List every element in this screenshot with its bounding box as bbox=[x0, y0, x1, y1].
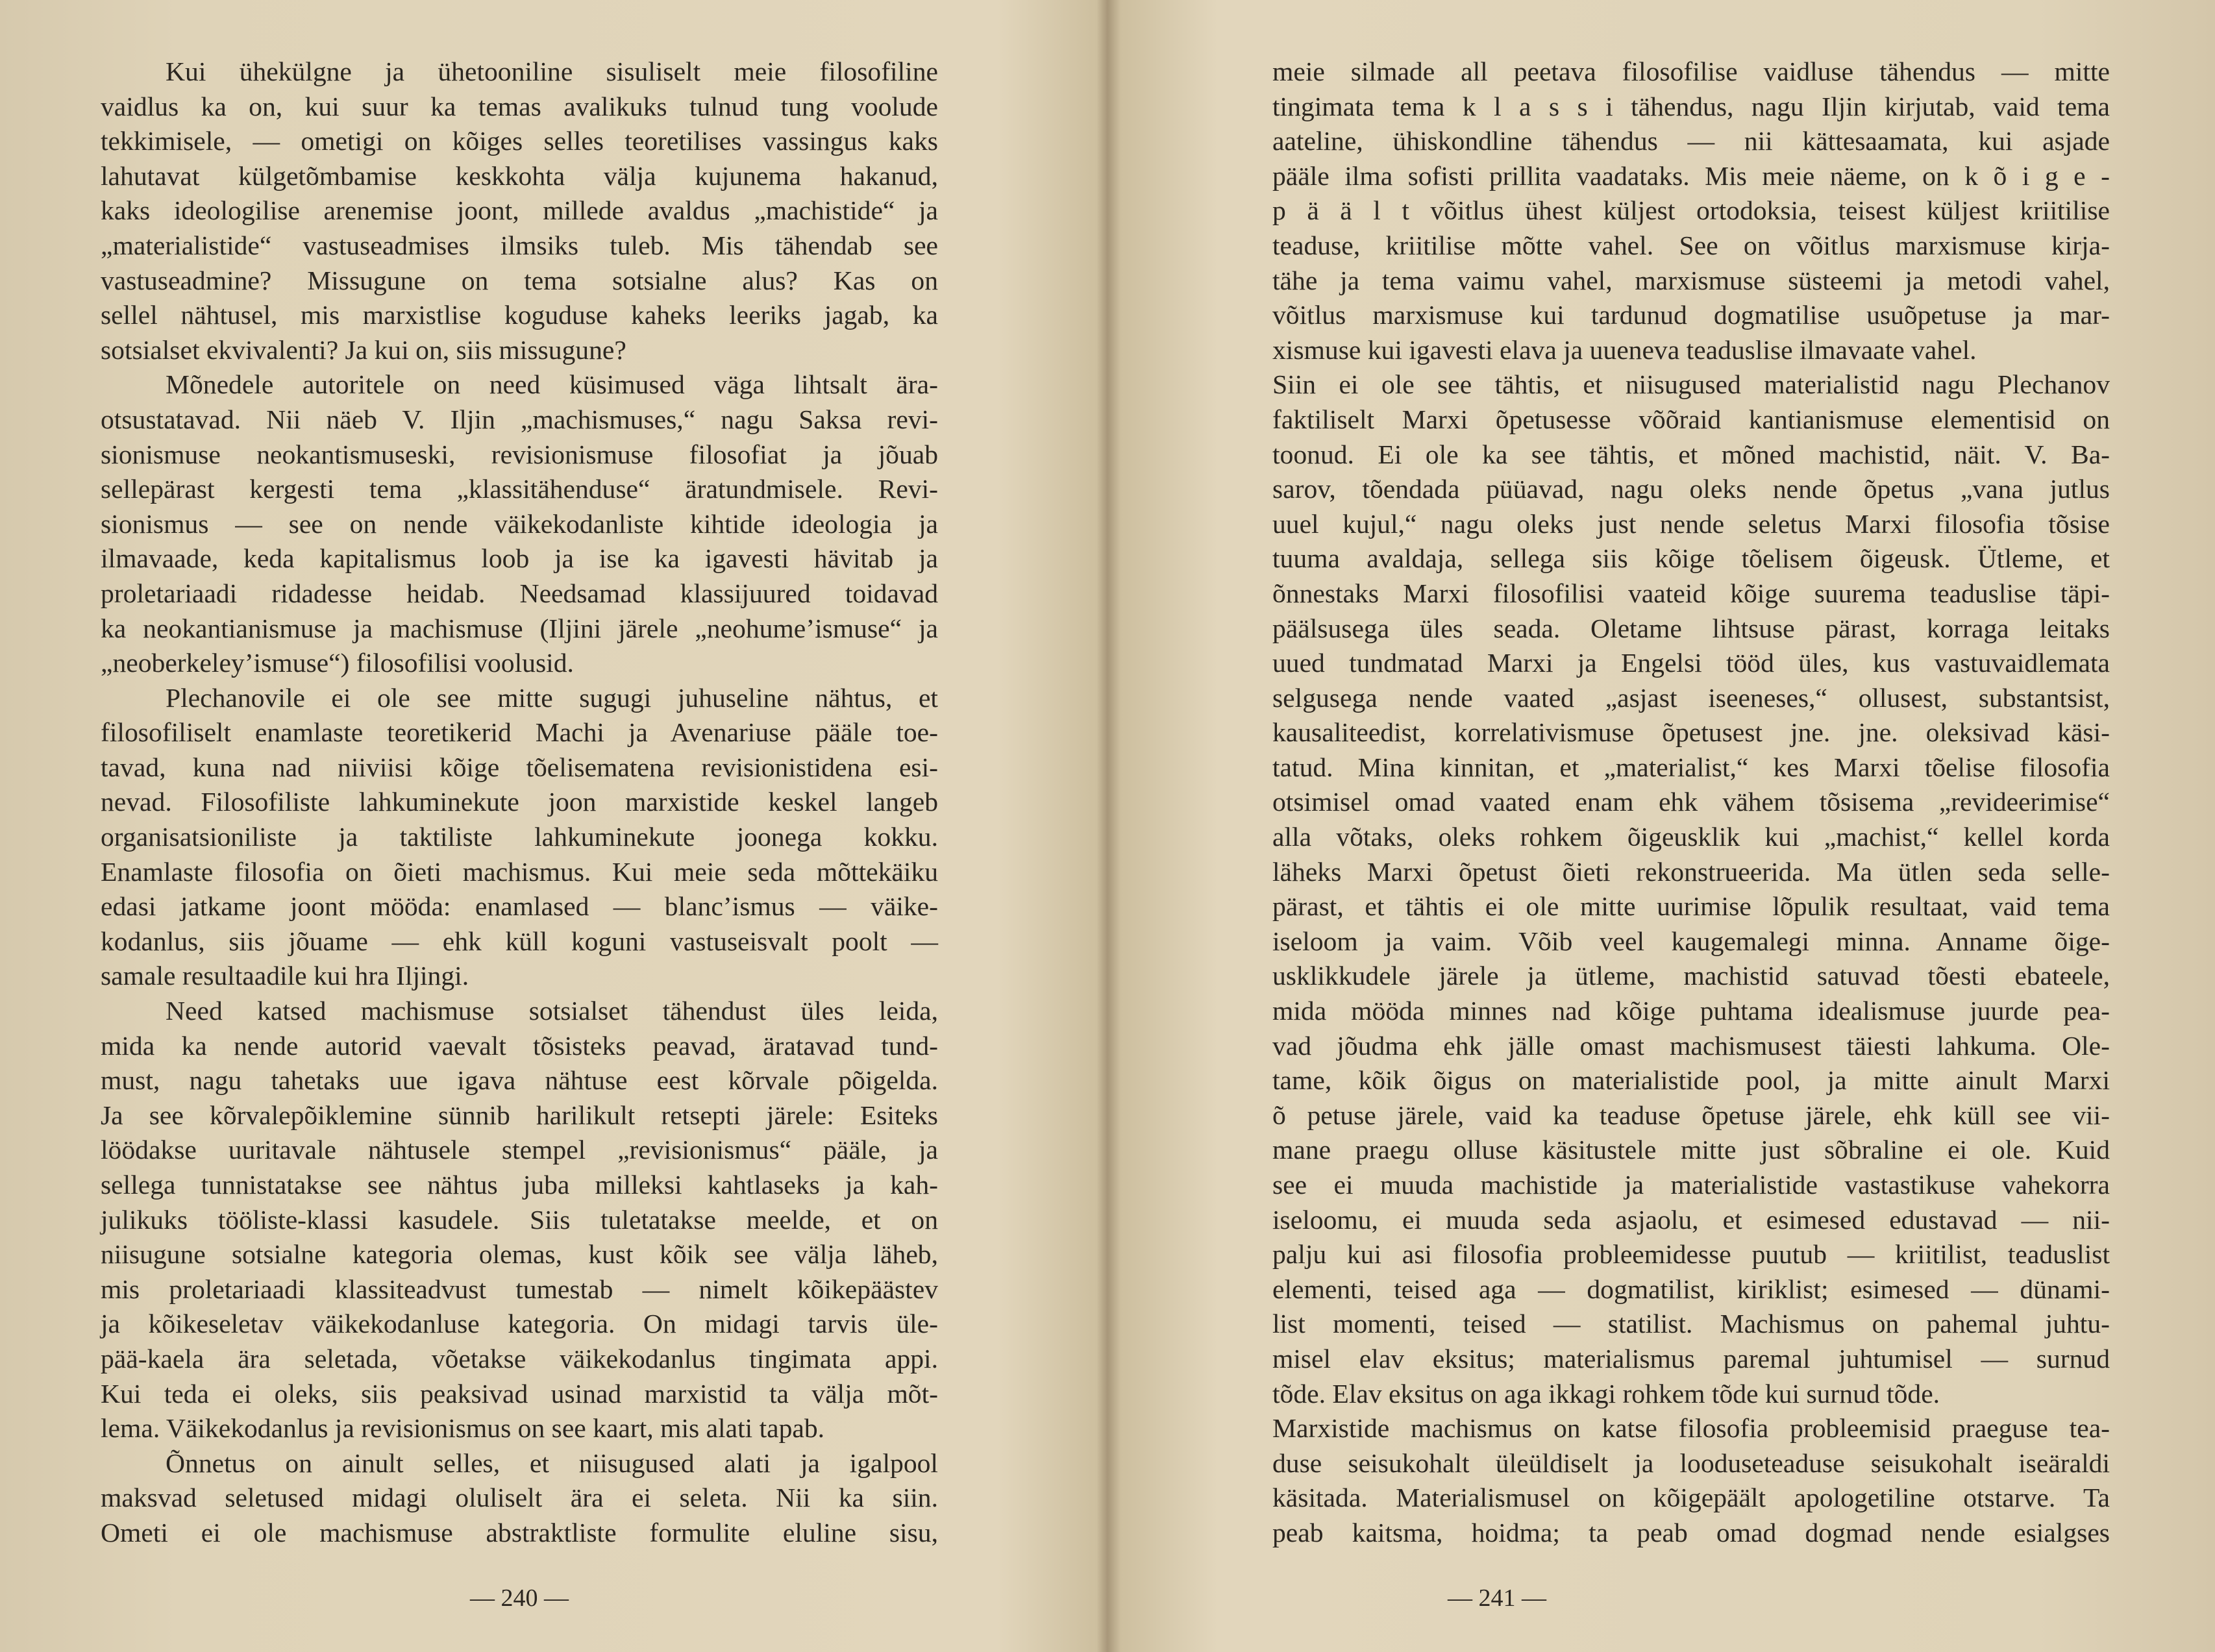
text-line: maksvad seletused midagi oluliselt ära ei seleta. Nii ka siin. bbox=[101, 1483, 938, 1513]
text-line: mida ka nende autorid vaevalt tõsisteks peavad, äratavad tund- bbox=[101, 1030, 938, 1061]
text-line: tähe ja tema vaimu vahel, marxismuse süsteemi ja metodi vahel, bbox=[1272, 265, 2110, 295]
text-line: niisugune sotsialne kategoria olemas, kust kõik see välja läheb, bbox=[101, 1239, 938, 1270]
text-line: sionismus — see on nende väikekodanliste kihtide ideologia ja bbox=[101, 508, 938, 539]
text-line: Õnnetus on ainult selles, et niisugused alati ja igalpool bbox=[166, 1448, 938, 1478]
text-line: misel elav eksitus; materialismus paremal juhtumisel — surnud bbox=[1272, 1343, 2110, 1374]
text-line: sellega tunnistatakse see nähtus juba milleksi kahtlaseks ja kah- bbox=[101, 1170, 938, 1200]
text-line: Enamlaste filosofia on õieti machismus. Kui meie seda mõttekäiku bbox=[101, 856, 938, 887]
text-line: vad jõudma ehk jälle omast machismusest täiesti lahkuma. Ole- bbox=[1272, 1030, 2110, 1061]
text-line: lahutavat külgetõmbamise keskkohta välja kujunema hakanud, bbox=[101, 160, 938, 191]
text-line: edasi jatkame joont mööda: enamlased — blanc’ismus — väike- bbox=[101, 891, 938, 922]
text-line: kaks ideologilise arenemise joont, millede avaldus „machistide“ ja bbox=[101, 195, 938, 226]
text-line: kodanlus, siis jõuame — ehk küll koguni vastuseisvalt poolt — bbox=[101, 926, 938, 956]
text-line: ilmavaade, keda kapitalismus loob ja ise ka igavesti hävitab ja bbox=[101, 543, 938, 574]
page-number-right: — 241 — bbox=[1448, 1584, 1546, 1612]
text-line: peab kaitsma, hoidma; ta peab omad dogmad nende esialgses bbox=[1272, 1517, 2110, 1547]
text-line: pärast, et tähtis ei ole mitte uurimise lõpulik resultaat, vaid tema bbox=[1272, 891, 2110, 922]
text-line: vaidlus ka on, kui suur ka temas avalikuks tulnud tung voolude bbox=[101, 91, 938, 121]
text-line: mida mööda minnes nad kõige puhtama idealismuse juurde pea- bbox=[1272, 996, 2110, 1026]
text-line: proletariaadi ridadesse heidab. Needsamad klassijuured toidavad bbox=[101, 578, 938, 608]
text-line: sellel nähtusel, mis marxistlise koguduse kaheks leeriks jagab, ka bbox=[101, 300, 938, 330]
text-line: Plechanovile ei ole see mitte sugugi juhuseline nähtus, et bbox=[166, 682, 938, 713]
text-line: usklikkudele järele ja ütleme, machistid satuvad tõesti ebateele, bbox=[1272, 961, 2110, 991]
text-line: Kui teda ei oleks, siis peaksivad usinad marxistid ta välja mõt- bbox=[101, 1378, 938, 1409]
text-line: must, nagu tahetaks uue igava nähtuse eest kõrvale põigelda. bbox=[101, 1065, 938, 1096]
text-line: palju kui asi filosofia probleemidesse puutub — kriitilist, teaduslist bbox=[1272, 1239, 2110, 1270]
text-line: Ometi ei ole machismuse abstraktliste formulite eluline sisu, bbox=[101, 1517, 938, 1547]
text-line: tatud. Mina kinnitan, et „materialist,“ kes Marxi tõelise filosofia bbox=[1272, 752, 2110, 782]
text-line: iseloomu, ei muuda seda asjaolu, et esimesed edustavad — nii- bbox=[1272, 1204, 2110, 1235]
text-line: sarov, tõendada püüavad, nagu oleks nende õpetus „vana jutlus bbox=[1272, 474, 2110, 504]
text-line: kausaliteedist, korrelativismuse õpetusest jne. jne. oleksivad käsi- bbox=[1272, 717, 2110, 748]
text-line: filosofiliselt enamlaste teoretikerid Machi ja Avenariuse pääle toe- bbox=[101, 717, 938, 748]
text-line: toonud. Ei ole ka see tähtis, et mõned machistid, näit. V. Ba- bbox=[1272, 439, 2110, 469]
text-line: „materialistide“ vastuseadmises ilmsiks tuleb. Mis tähendab see bbox=[101, 230, 938, 260]
text-line: list momenti, teised — statilist. Machismus on pahemal juhtu- bbox=[1272, 1309, 2110, 1339]
text-line: Ja see kõrvalepõiklemine sünnib harilikult retsepti järele: Esiteks bbox=[101, 1100, 938, 1130]
text-line: sionismuse neokantismuseski, revisionismuse filosofiat ja jõuab bbox=[101, 439, 938, 469]
text-line: uued tundmatad Marxi ja Engelsi tööd üles, kus vastuvaidlemata bbox=[1272, 648, 2110, 678]
text-line: „neoberkeley’ismuse“) filosofilisi voolusid. bbox=[101, 648, 574, 678]
text-line: see ei muuda machistide ja materialistide vastastikuse vahekorra bbox=[1272, 1170, 2110, 1200]
text-line: julikuks tööliste-klassi kasudele. Siis tuletatakse meelde, et on bbox=[101, 1204, 938, 1235]
text-line: iseloom ja vaim. Võib veel kaugemalegi minna. Anname õige- bbox=[1272, 926, 2110, 956]
text-line: tame, kõik õigus on materialistide pool, ja mitte ainult Marxi bbox=[1272, 1065, 2110, 1096]
text-line: p ä ä l t võitlus ühest küljest ortodoksia, teisest küljest kriitilise bbox=[1272, 195, 2110, 226]
text-line: päälsusega üles seada. Oletame lihtsuse pärast, korraga leitaks bbox=[1272, 613, 2110, 643]
text-line: võitlus marxismuse kui tardunud dogmatilise usuõpetuse ja mar- bbox=[1272, 300, 2110, 330]
text-line: nevad. Filosofiliste lahkuminekute joon marxistide keskel langeb bbox=[101, 787, 938, 817]
text-line: alla võtaks, oleks rohkem õigeusklik kui „machist,“ kellel korda bbox=[1272, 822, 2110, 852]
text-line: sellepärast kergesti tema „klassitähenduse“ äratundmisele. Revi- bbox=[101, 474, 938, 504]
text-line: sotsialset ekvivalenti? Ja kui on, siis missugune? bbox=[101, 334, 626, 365]
text-line: Mõnedele autoritele on need küsimused väga lihtsalt ära- bbox=[166, 369, 938, 400]
text-line: samale resultaadile kui hra Iljingi. bbox=[101, 961, 469, 991]
text-line: löödakse uuritavale nähtusele stempel „revisionismus“ pääle, ja bbox=[101, 1135, 938, 1165]
text-line: tekkimisele, — ometigi on kõiges selles teoretilises vassingus kaks bbox=[101, 126, 938, 156]
text-line: selgusega nende vaated „asjast iseeneses,“ ollusest, substantsist, bbox=[1272, 682, 2110, 713]
text-line: faktiliselt Marxi õpetusesse võõraid kantianismuse elementisid on bbox=[1272, 404, 2110, 434]
text-line: uuel kujul,“ nagu oleks just nende seletus Marxi filosofia tõsise bbox=[1272, 508, 2110, 539]
text-line: läheks Marxi õpetust õieti rekonstrueerida. Ma ütlen seda selle- bbox=[1272, 856, 2110, 887]
text-line: õnnestaks Marxi filosofilisi vaateid kõige suurema teaduslise täpi- bbox=[1272, 578, 2110, 608]
text-line: meie silmade all peetava filosofilise vaidluse tähendus — mitte bbox=[1272, 56, 2110, 86]
text-line: käsitada. Materialismusel on kõigepäält apologetiline otstarve. Ta bbox=[1272, 1483, 2110, 1513]
text-line: õ petuse järele, vaid ka teaduse õpetuse järele, ehk küll see vii- bbox=[1272, 1100, 2110, 1130]
text-line: otsustatavad. Nii näeb V. Iljin „machismuses,“ nagu Saksa revi- bbox=[101, 404, 938, 434]
text-line: xismuse kui igavesti elava ja uueneva teaduslise ilmavaate vahel. bbox=[1272, 334, 1977, 365]
text-line: aateline, ühiskondline tähendus — nii kättesaamata, kui asjade bbox=[1272, 126, 2110, 156]
left-page-body bbox=[101, 55, 938, 1551]
text-line: mane praegu olluse käsitustele mitte just sõbraline ei ole. Kuid bbox=[1272, 1135, 2110, 1165]
text-line: pää-kaela ära seletada, võetakse väikekodanlus tingimata appi. bbox=[101, 1343, 938, 1374]
text-line: tavad, kuna nad niiviisi kõige tõelisematena revisionistidena esi- bbox=[101, 752, 938, 782]
text-line: Marxistide machismus on katse filosofia probleemisid praeguse tea- bbox=[1272, 1413, 2110, 1444]
text-line: elementi, teised aga — dogmatilist, kiriklist; esimesed — dünami- bbox=[1272, 1274, 2110, 1304]
text-line: mis proletariaadi klassiteadvust tumestab — nimelt kõikepäästev bbox=[101, 1274, 938, 1304]
text-line: Siin ei ole see tähtis, et niisugused materialistid nagu Plechanov bbox=[1272, 369, 2110, 400]
text-line: ja kõikeseletav väikekodanluse kategoria. On midagi tarvis üle- bbox=[101, 1309, 938, 1339]
text-line: pääle ilma sofisti prillita vaadataks. Mis meie näeme, on k õ i g e - bbox=[1272, 160, 2110, 191]
right-page bbox=[1108, 0, 2215, 1652]
page-number-left: — 240 — bbox=[470, 1584, 569, 1612]
text-line: ka neokantianismuse ja machismuse (Iljini järele „neohume’ismuse“ ja bbox=[101, 613, 938, 643]
text-line: tõde. Elav eksitus on aga ikkagi rohkem tõde kui surnud tõde. bbox=[1272, 1378, 1940, 1409]
text-line: lema. Väikekodanlus ja revisionismus on see kaart, mis alati tapab. bbox=[101, 1413, 825, 1444]
text-line: tuuma avaldaja, sellega siis kõige tõelisem õigeusk. Ütleme, et bbox=[1272, 543, 2110, 574]
text-line: vastuseadmine? Missugune on tema sotsialne alus? Kas on bbox=[101, 265, 938, 295]
text-line: duse seisukohalt üleüldiselt ja looduseteaduse seisukohalt iseäraldi bbox=[1272, 1448, 2110, 1478]
text-line: otsimisel omad vaated enam ehk vähem tõsisema „revideerimise“ bbox=[1272, 787, 2110, 817]
text-line: organisatsioniliste ja taktiliste lahkuminekute joonega kokku. bbox=[101, 822, 938, 852]
text-line: teaduse, kriitilise mõtte vahel. See on võitlus marxismuse kirja- bbox=[1272, 230, 2110, 260]
text-line: Kui ühekülgne ja ühetooniline sisuliselt meie filosofiline bbox=[166, 56, 938, 86]
text-line: Need katsed machismuse sotsialset tähendust üles leida, bbox=[166, 996, 938, 1026]
right-page-body bbox=[1272, 55, 2110, 1551]
text-line: tingimata tema k l a s s i tähendus, nagu Iljin kirjutab, vaid tema bbox=[1272, 91, 2110, 121]
